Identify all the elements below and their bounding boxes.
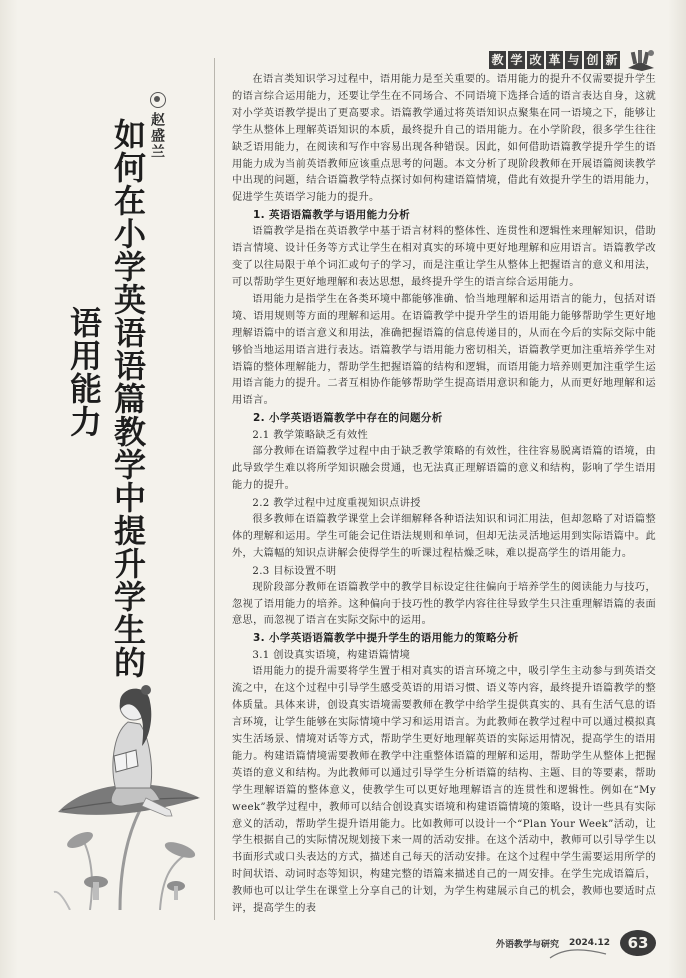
article-title-line1: 如何在小学英语语篇教学中提升学生的 — [109, 118, 147, 679]
section-char: 改 — [527, 51, 544, 69]
subsection-heading: 2.2 教学过程中过度重视知识点讲授 — [252, 497, 421, 509]
article-body — [232, 72, 656, 918]
section-char: 学 — [508, 51, 525, 69]
column-divider — [214, 58, 215, 920]
body-paragraph: 语用能力的提升需要将学生置于相对真实的语言环境之中，吸引学生主动参与到英语交流之中，在这个过程中引导学生感受英语的用语习惯、语义等内容，最终提升语篇教学的整体质量。具体来讲，创设真实语境需要教师在教学中给学生提供真实的、具有生活气息的语言环境，让学生能够在实际情境中学习和运用语言。为此教师在教学过程中可以通过模拟真实生活场景、情境对话等方式，帮助学生更好地理解英语的实际运用情况，提高学生的语用能力。构建语篇情境需要教师在教学中注重整体语篇的理解和运用，帮助学生从整体上把握英语的意义和结构。为此教师可以通过引导学生分析语篇的结构、主题、目的等要素，帮助学生理解语篇的整体意义，使教学生可以更好地理解语言的连贯性和逻辑性。例如在“My week”教学过程中，教师可以结合创设真实语境和构建语篇情境的策略，设计一些具有实际意义的活动，帮助学生提升语用能力。比如教师可以设计一个“Plan Your Week”活动，让学生根据自己的实际情况规划接下来一周的活动安排。在这个活动中，教师可以引导学生以书面形式或口头表达的方式，描述自己每天的活动安排。在这个过程中学生需要运用所学的时间状语、动词时态等知识，构建完整的语篇来描述自己的一周安排。在学生完成语篇后，教师也可以让学生在课堂上分享自己的计划，为学生构建展示自己的机会，教师也要适时点评，提高学生的表 — [232, 666, 656, 915]
subsection-heading: 2.3 目标设置不明 — [252, 565, 337, 577]
books-icon — [626, 48, 656, 72]
page-number: 63 — [620, 930, 656, 956]
subsection-heading: 3.1 创设真实语境，构建语篇情境 — [252, 650, 411, 662]
section-char: 革 — [546, 51, 563, 69]
page-footer — [496, 930, 656, 956]
body-paragraph: 部分教师在语篇教学过程中由于缺乏教学策略的有效性，往往容易脱离语篇的语境，由此导致学生难以将所学知识融会贯通，也无法真正理解语篇的意义和结构，影响了学生语用能力的提升。 — [232, 446, 656, 492]
section-char: 与 — [565, 51, 582, 69]
section-char: 新 — [603, 51, 620, 69]
section-title — [489, 51, 620, 69]
article-title-line2: 语用能力 — [65, 306, 103, 438]
body-paragraph: 语用能力是指学生在各类环境中都能够准确、恰当地理解和运用语言的能力，包括对语境、语用规则等方面的理解和运用。在语篇教学中提升学生的语用能力能够帮助学生更好地理解语篇中的语言意义和用法，准确把握语篇的信息传递目的，从而在今后的实际交际中能够恰当地运用语言进行表达。语篇教学与语用能力密切相关，语篇教学更加注重培养学生对语篇的整体理解能力，帮助学生把握语篇的结构和逻辑，而语用能力培养则更加注重学生运用语言能力的提升。二者互相协作能够帮助学生提高语用意识和能力，从而更好地理解和运用语言。 — [232, 293, 656, 407]
section-heading: 1. 英语语篇教学与语用能力分析 — [253, 209, 411, 222]
section-heading: 3. 小学英语语篇教学中提升学生的语用能力的策略分析 — [253, 632, 519, 645]
author-marker-icon — [150, 92, 166, 108]
section-heading: 2. 小学英语语篇教学中存在的问题分析 — [253, 412, 443, 425]
author-name: 赵盛兰 — [149, 112, 165, 160]
issue-date: 2024.12 — [569, 938, 610, 948]
body-paragraph: 语篇教学是指在英语教学中基于语言材料的整体性、连贯性和逻辑性来理解知识，借助语言情境、设计任务等方式让学生在相对真实的环境中更好地理解和应用语言。语篇教学改变了以往局限于单个词汇或句子的学习，而是注重让学生从整体上把握语言的意义和用法，可以帮助学生更好地理解和表达思想，最终提升学生的语言综合运用能力。 — [232, 226, 656, 288]
girl-reading-illustration — [50, 660, 210, 910]
body-paragraph: 很多教师在语篇教学课堂上会详细解释各种语法知识和词汇用法，但却忽略了对语篇整体的理解和运用。学生可能会记住语法规则和单词，但却无法灵活地运用到实际语篇中。此外，大篇幅的知识点讲解会使得学生的听课过程枯燥乏味，难以提高学生的语用能力。 — [232, 513, 656, 559]
section-char: 教 — [489, 51, 506, 69]
section-header — [489, 48, 656, 72]
intro-paragraph: 在语言类知识学习过程中，语用能力是至关重要的。语用能力的提升不仅需要提升学生的语言综合运用能力，还要让学生在不同场合、不同语境下选择合适的语言表达自身，这就对小学英语教学提出了更高要求。语篇教学通过将英语知识点聚集在同一语境之下，能够让学生从整体上理解英语知识的本质，最终提升自己的语用能力。在小学阶段，很多学生往往缺乏语用能力，在阅读和写作中容易出现各种错误。因此，如何借助语篇教学提升学生的语用能力成为当前英语教师应该重点思考的问题。本文分析了现阶段教师在开展语篇阅读教学中出现的问题，结合语篇教学特点探讨如何构建语篇情境，借此有效提升学生的语用能力，促进学生英语学习能力的提升。 — [232, 74, 656, 204]
subsection-heading: 2.1 教学策略缺乏有效性 — [252, 430, 369, 442]
journal-name: 外语教学与研究 — [495, 939, 559, 950]
body-paragraph: 现阶段部分教师在语篇教学中的教学目标设定往往偏向于培养学生的阅读能力与技巧，忽视了语用能力的培养。这种偏向于技巧性的教学内容往往导致学生只注重理解语篇的表面意思，而忽视了语言在实际交际中的运用。 — [232, 581, 656, 627]
section-char: 创 — [584, 51, 601, 69]
